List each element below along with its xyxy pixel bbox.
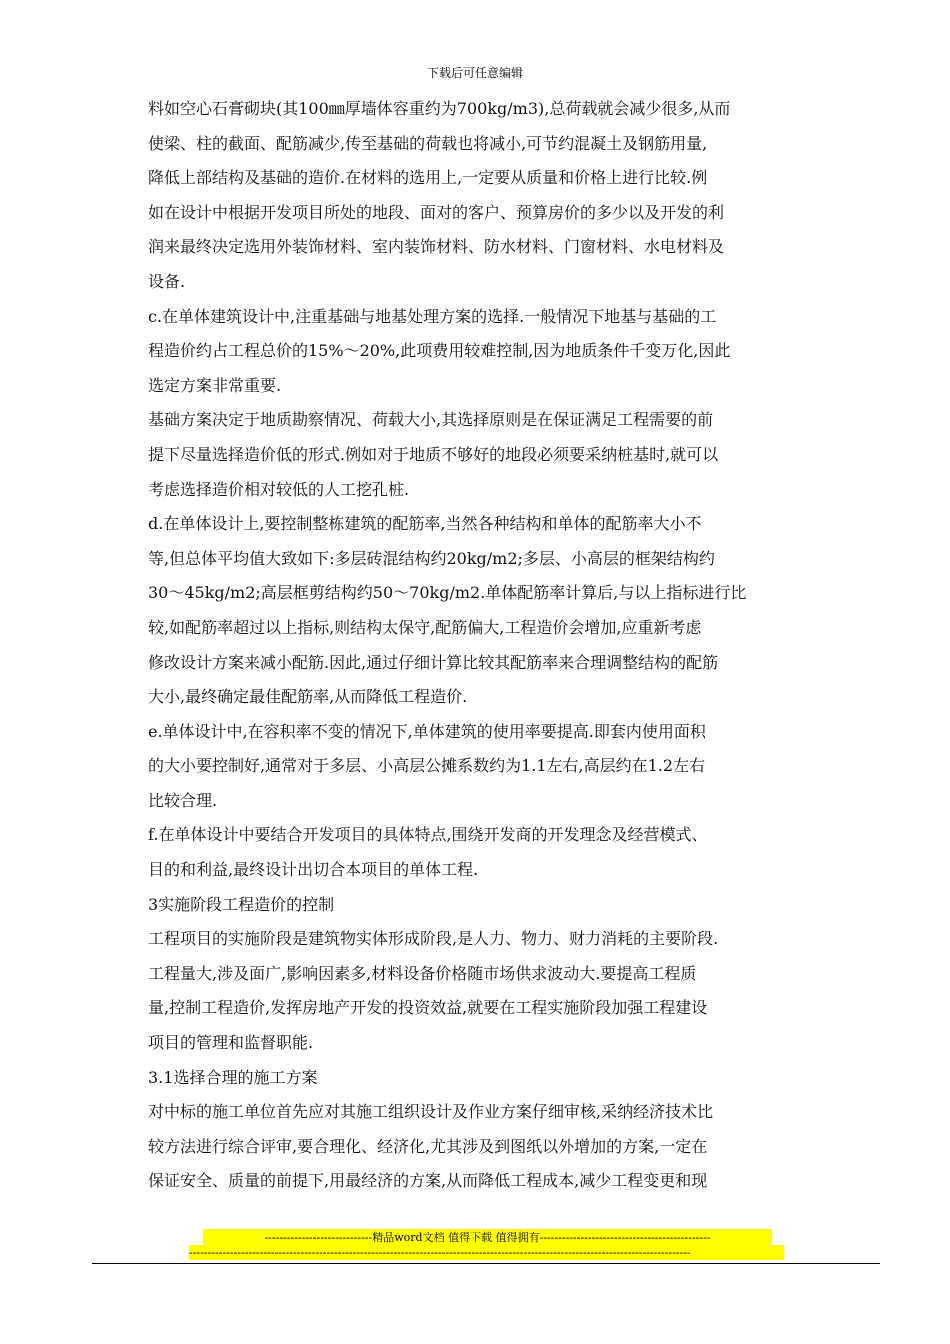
text-line: 设备. [148, 271, 186, 291]
subsection-heading: 3.1选择合理的施工方案 [148, 1067, 318, 1087]
text-line: 大小,最终确定最佳配筋率,从而降低工程造价. [148, 687, 468, 707]
text-line: 选定方案非常重要. [148, 375, 282, 395]
text-line: 等,但总体平均值大致如下:多层砖混结构约20kg/m2;多层、小高层的框架结构约 [148, 548, 715, 568]
text-line: 考虑选择造价相对较低的人工挖孔桩. [148, 479, 410, 499]
text-line: e.单体设计中,在容积率不变的情况下,单体建筑的使用率要提高.即套内使用面积 [148, 721, 706, 741]
footer-dash-line: --------------------------------------------------------------------------------------------------------------------------------------- [189, 1245, 784, 1260]
text-line: 降低上部结构及基础的造价.在材料的选用上,一定要从质量和价格上进行比较.例 [148, 168, 708, 188]
footer-banner: -----------------------------精品word文档 值得下载 值得拥有---------------------------------------------- [203, 1229, 772, 1246]
text-line: 提下尽量选择造价低的形式.例如对于地质不够好的地段必须要采纳桩基时,就可以 [148, 444, 719, 464]
text-line: 料如空心石膏砌块(其100㎜厚墙体容重约为700kg/m3),总荷载就会减少很多,从而 [148, 99, 731, 118]
text-line: 基础方案决定于地质勘察情况、荷载大小,其选择原则是在保证满足工程需要的前 [148, 410, 714, 430]
text-line: 量,控制工程造价,发挥房地产开发的投资效益,就要在工程实施阶段加强工程建设 [148, 998, 708, 1018]
text-line: 润来最终决定选用外装饰材料、室内装饰材料、防水材料、门窗材料、水电材料及 [148, 237, 725, 257]
text-line: 比较合理. [148, 790, 218, 810]
text-line: 使梁、柱的截面、配筋减少,传至基础的荷载也将减小,可节约混凝土及钢筋用量, [148, 133, 708, 153]
text-line: 工程量大,涉及面广,影响因素多,材料设备价格随市场供求波动大.要提高工程质 [148, 963, 697, 983]
text-line: 修改设计方案来减小配筋.因此,通过仔细计算比较其配筋率来合理调整结构的配筋 [148, 652, 719, 672]
text-line: 的大小要控制好,通常对于多层、小高层公摊系数约为1.1左右,高层约在1.2左右 [148, 756, 706, 776]
text-line: 工程项目的实施阶段是建筑物实体形成阶段,是人力、物力、财力消耗的主要阶段. [148, 929, 719, 949]
text-line: 对中标的施工单位首先应对其施工组织设计及作业方案仔细审核,采纳经济技术比 [148, 1102, 714, 1122]
text-line: c.在单体建筑设计中,注重基础与地基处理方案的选择.一般情况下地基与基础的工 [148, 306, 717, 326]
text-line: 较,如配筋率超过以上指标,则结构太保守,配筋偏大,工程造价会增加,应重新考虑 [148, 617, 702, 637]
text-line: 如在设计中根据开发项目所处的地段、面对的客户、预算房价的多少以及开发的利 [148, 202, 725, 222]
text-line: f.在单体设计中要结合开发项目的具体特点,围绕开发商的开发理念及经营模式、 [148, 825, 708, 845]
text-line: 较方法进行综合评审,要合理化、经济化,尤其涉及到图纸以外增加的方案,一定在 [148, 1136, 708, 1156]
text-line: 目的和利益,最终设计出切合本项目的单体工程. [148, 860, 479, 880]
footer-rule [92, 1263, 880, 1264]
document-body [148, 92, 818, 1199]
text-line: 30～45kg/m2;高层框剪结构约50～70kg/m2.单体配筋率计算后,与以上指标进行比 [148, 583, 747, 603]
text-line: 项目的管理和监督职能. [148, 1033, 314, 1053]
section-heading: 3实施阶段工程造价的控制 [148, 894, 335, 914]
text-line: 保证安全、质量的前提下,用最经济的方案,从而降低工程成本,减少工程变更和现 [148, 1171, 708, 1191]
text-line: d.在单体设计上,要控制整栋建筑的配筋率,当然各种结构和单体的配筋率大小不 [148, 514, 702, 534]
text-line: 程造价约占工程总价的15%～20%,此项费用较难控制,因为地质条件千变万化,因此 [148, 341, 731, 361]
page-header: 下载后可任意编辑 [426, 66, 523, 80]
